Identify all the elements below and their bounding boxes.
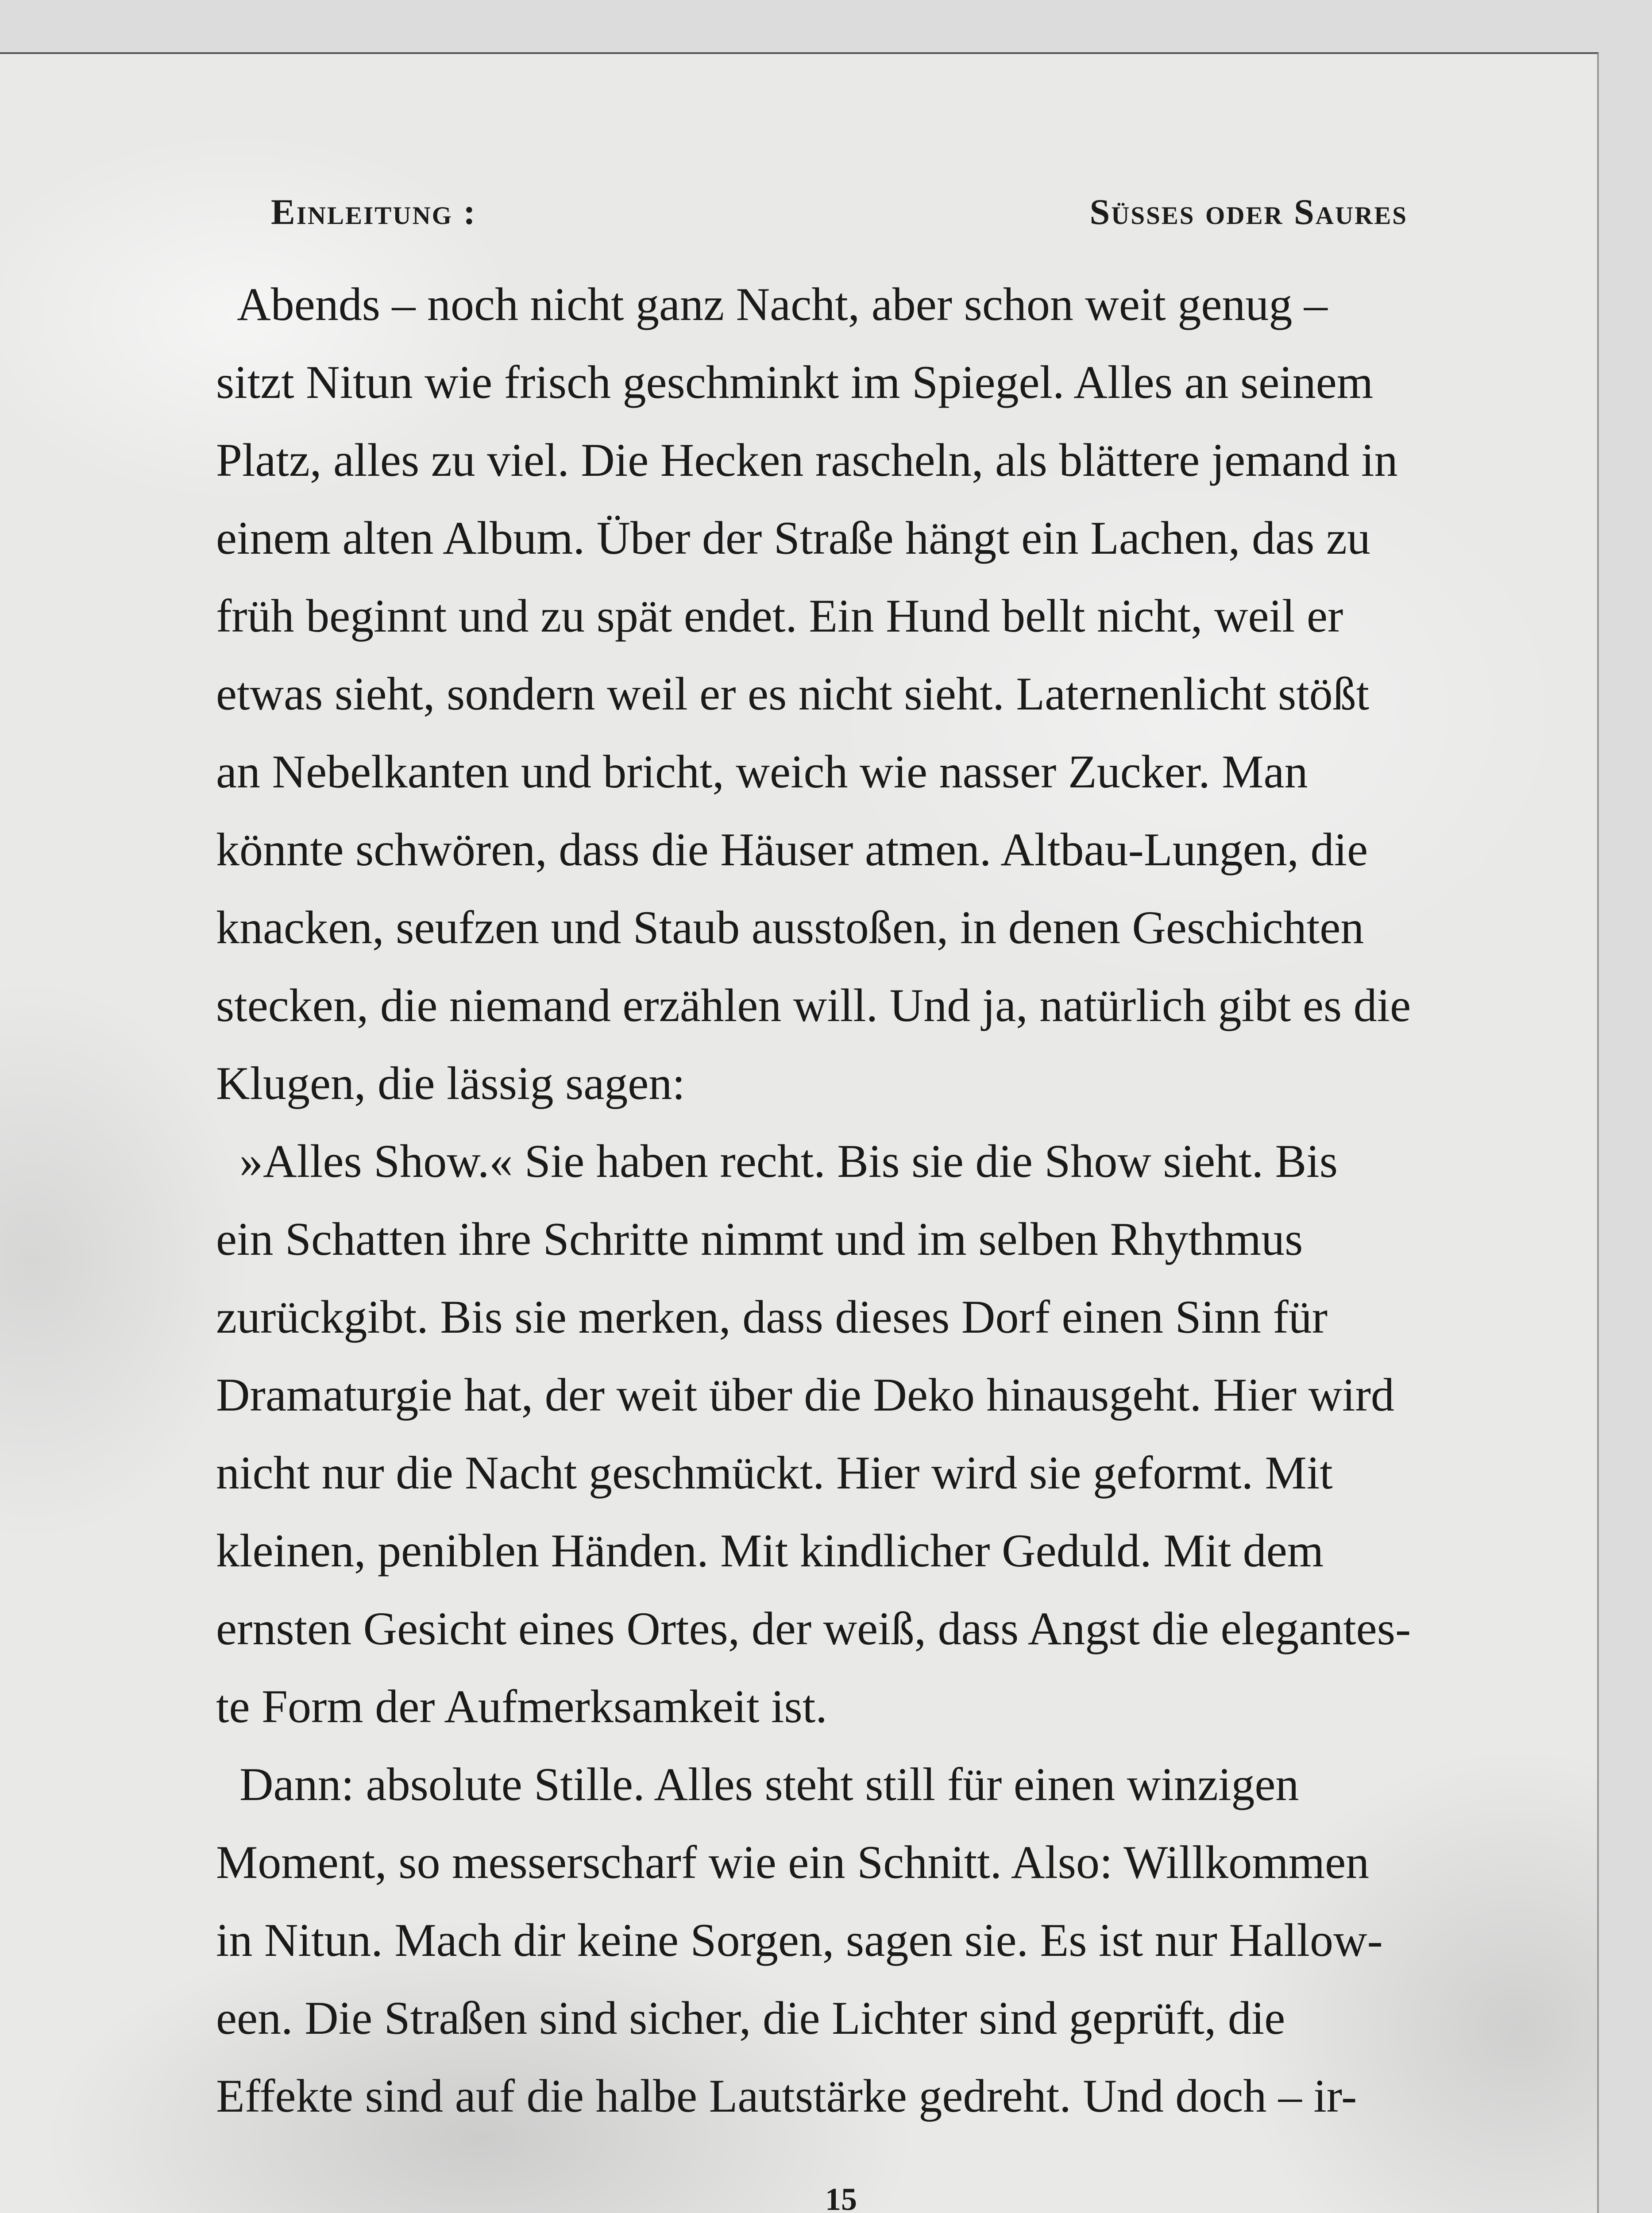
text-line: Dann: absolute Stille. Alles steht still für einen winzigen	[216, 1758, 1299, 1810]
body-text	[216, 266, 1455, 2135]
text-line: nicht nur die Nacht geschmückt. Hier wird sie geformt. Mit	[216, 1447, 1333, 1499]
text-line: zurückgibt. Bis sie merken, dass dieses Dorf einen Sinn für	[216, 1291, 1328, 1343]
book-page	[0, 52, 1599, 2213]
text-line: früh beginnt und zu spät endet. Ein Hund bellt nicht, weil er	[216, 590, 1343, 642]
text-line: Abends – noch nicht ganz Nacht, aber schon weit genug –	[216, 278, 1328, 330]
text-line: könnte schwören, dass die Häuser atmen. Altbau-Lungen, die	[216, 824, 1368, 875]
text-line: etwas sieht, sondern weil er es nicht sieht. Laternenlicht stößt	[216, 668, 1370, 720]
page-number: 15	[825, 2182, 857, 2213]
chapter-label: Einleitung :	[271, 192, 477, 232]
text-line: Moment, so messerscharf wie ein Schnitt. Also: Willkommen	[216, 1836, 1370, 1888]
text-line: »Alles Show.« Sie haben recht. Bis sie die Show sieht. Bis	[216, 1135, 1338, 1187]
text-line: Klugen, die lässig sagen:	[216, 1057, 685, 1109]
text-line: sitzt Nitun wie frisch geschminkt im Spiegel. Alles an seinem	[216, 356, 1374, 408]
text-line: knacken, seufzen und Staub ausstoßen, in denen Geschichten	[216, 902, 1364, 953]
text-line: Platz, alles zu viel. Die Hecken rascheln, als blättere jemand in	[216, 434, 1398, 486]
text-line: einem alten Album. Über der Straße hängt ein Lachen, das zu	[216, 512, 1370, 564]
text-line: kleinen, peniblen Händen. Mit kindlicher Geduld. Mit dem	[216, 1525, 1324, 1577]
text-line: in Nitun. Mach dir keine Sorgen, sagen sie. Es ist nur Hallow-	[216, 1914, 1383, 1966]
text-line: een. Die Straßen sind sicher, die Lichter sind geprüft, die	[216, 1992, 1285, 2044]
text-line: ernsten Gesicht eines Ortes, der weiß, dass Angst die elegantes-	[216, 1603, 1411, 1654]
running-header	[271, 191, 1408, 233]
text-line: te Form der Aufmerksamkeit ist.	[216, 1681, 827, 1732]
text-line: an Nebelkanten und bricht, weich wie nasser Zucker. Man	[216, 746, 1308, 798]
text-line: stecken, die niemand erzählen will. Und ja, natürlich gibt es die	[216, 979, 1411, 1031]
text-line: Dramaturgie hat, der weit über die Deko hinausgeht. Hier wird	[216, 1369, 1394, 1421]
text-line: Effekte sind auf die halbe Lautstärke gedreht. Und doch – ir-	[216, 2070, 1357, 2122]
text-line: ein Schatten ihre Schritte nimmt und im selben Rhythmus	[216, 1213, 1303, 1265]
chapter-title: Süsses oder Saures	[1089, 192, 1408, 232]
